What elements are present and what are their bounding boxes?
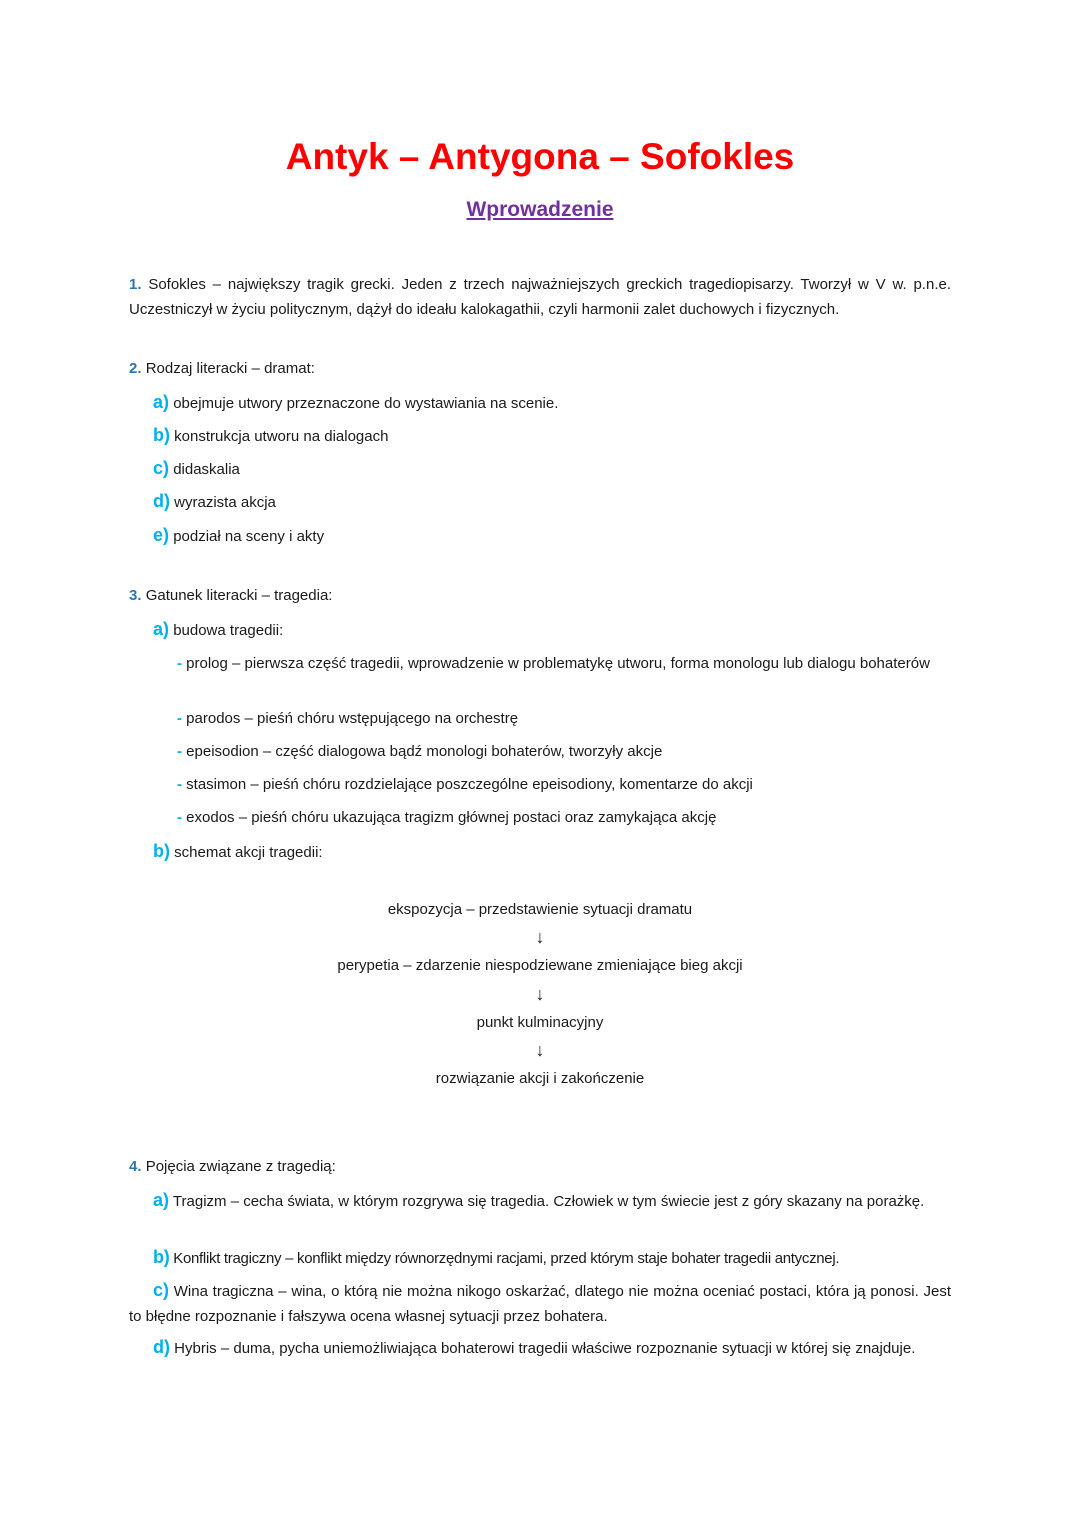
list-item-text: wyrazista akcja [174,494,276,511]
dash-bullet: - [177,743,182,760]
section-3-heading [129,585,332,607]
list-letter: d) [153,1337,170,1357]
dash-bullet: - [177,809,182,826]
section-2-number: 2. [129,360,142,377]
list-item-text: obejmuje utwory przeznaczone do wystawiania na scenie. [173,395,559,412]
tragedy-part-exodos [177,807,716,829]
list-letter: a) [153,619,170,639]
tragedy-part-text: epeisodion – część dialogowa bądź monologi bohaterów, tworzyły akcje [186,743,663,760]
section-2-heading-text: Rodzaj literacki – dramat: [145,360,315,377]
section-4-number: 4. [129,1158,142,1175]
scheme-step-resolution: rozwiązanie akcji i zakończenie [435,1070,645,1087]
concept-text: Wina tragiczna – wina, o którą nie można nikogo oskarżać, dlatego nie można oceniać postaci, która ją ponosi. Jest to błędne rozpoznanie i fałszywa ocena własnej sytuacji przez bohatera. [129,1283,951,1325]
list-item-text: didaskalia [173,461,240,478]
list-letter: a) [153,392,170,412]
concept-text: Tragizm – cecha świata, w którym rozgrywa się tragedia. Człowiek w tym świecie jest z góry skazany na porażkę. [172,1193,925,1210]
list-letter: b) [153,1247,170,1267]
arrow-down-icon: ↓ [535,1040,545,1060]
tragedy-part-text: exodos – pieśń chóru ukazująca tragizm głównej postaci oraz zamykająca akcję [186,809,717,826]
tragedy-part-epeisodion [177,741,662,763]
list-item [153,457,240,481]
tragedy-part-text: stasimon – pieśń chóru rozdzielające poszczególne epeisodiony, komentarze do akcji [186,776,753,793]
concept-text: Konflikt tragiczny – konflikt między równorzędnymi racjami, przed którym staje bohater tragedii antycznej. [173,1250,840,1267]
list-letter: b) [153,841,170,861]
tragedy-part-text: prolog – pierwsza część tragedii, wprowadzenie w problematykę utworu, forma monologu lub dialogu bohaterów [186,655,930,672]
list-item-text: konstrukcja utworu na dialogach [174,428,389,445]
list-item [153,490,276,514]
section-1-text: Sofokles – największy tragik grecki. Jeden z trzech najważniejszych greckich tragediopisarzy. Tworzył w V w. p.n.e. Uczestniczył w życiu politycznym, dążył do ideału kalokagathii, czyli harmonii zalet duchowych i fizycznych. [129,276,951,318]
concept-guilt [129,1278,951,1329]
section-1 [129,272,951,322]
concept-tragizm [129,1188,951,1214]
dash-bullet: - [177,776,182,793]
list-item-text: schemat akcji tragedii: [174,844,323,861]
list-letter: b) [153,425,170,445]
section-2-heading [129,358,315,380]
list-item-text: podział na sceny i akty [173,528,325,545]
page-title: Antyk – Antygona – Sofokles [285,136,795,177]
section-4-heading [129,1156,336,1178]
scheme-step-peripeteia: perypetia – zdarzenie niespodziewane zmieniające bieg akcji [337,957,743,974]
tragedy-part-text: parodos – pieśń chóru wstępującego na orchestrę [186,710,519,727]
scheme-step-exposition: ekspozycja – przedstawienie sytuacji dramatu [387,901,693,918]
list-item [153,840,323,864]
list-letter: a) [153,1190,170,1210]
list-item [153,391,558,415]
scheme-step-climax: punkt kulminacyjny [476,1014,604,1031]
list-letter: c) [153,1280,170,1300]
section-4-heading-text: Pojęcia związane z tragedią: [145,1158,336,1175]
arrow-down-icon: ↓ [535,984,545,1004]
concept-text: Hybris – duma, pycha uniemożliwiająca bohaterowi tragedii właściwe rozpoznanie sytuacji w której się znajduje. [174,1340,916,1357]
list-item [153,424,388,448]
list-letter: c) [153,458,170,478]
list-item [153,524,324,548]
dash-bullet: - [177,710,182,727]
list-item-text: budowa tragedii: [173,622,284,639]
page-subtitle: Wprowadzenie [466,198,614,221]
tragedy-part-prolog [129,651,951,676]
tragedy-part-parodos [177,708,518,730]
arrow-down-icon: ↓ [535,927,545,947]
section-1-number: 1. [129,276,142,293]
list-letter: e) [153,525,170,545]
section-3-number: 3. [129,587,142,604]
list-letter: d) [153,491,170,511]
section-3-heading-text: Gatunek literacki – tragedia: [145,587,333,604]
concept-conflict [129,1245,951,1271]
list-item [153,618,283,642]
concept-hybris [129,1335,951,1361]
dash-bullet: - [177,655,182,672]
tragedy-part-stasimon [177,774,753,796]
